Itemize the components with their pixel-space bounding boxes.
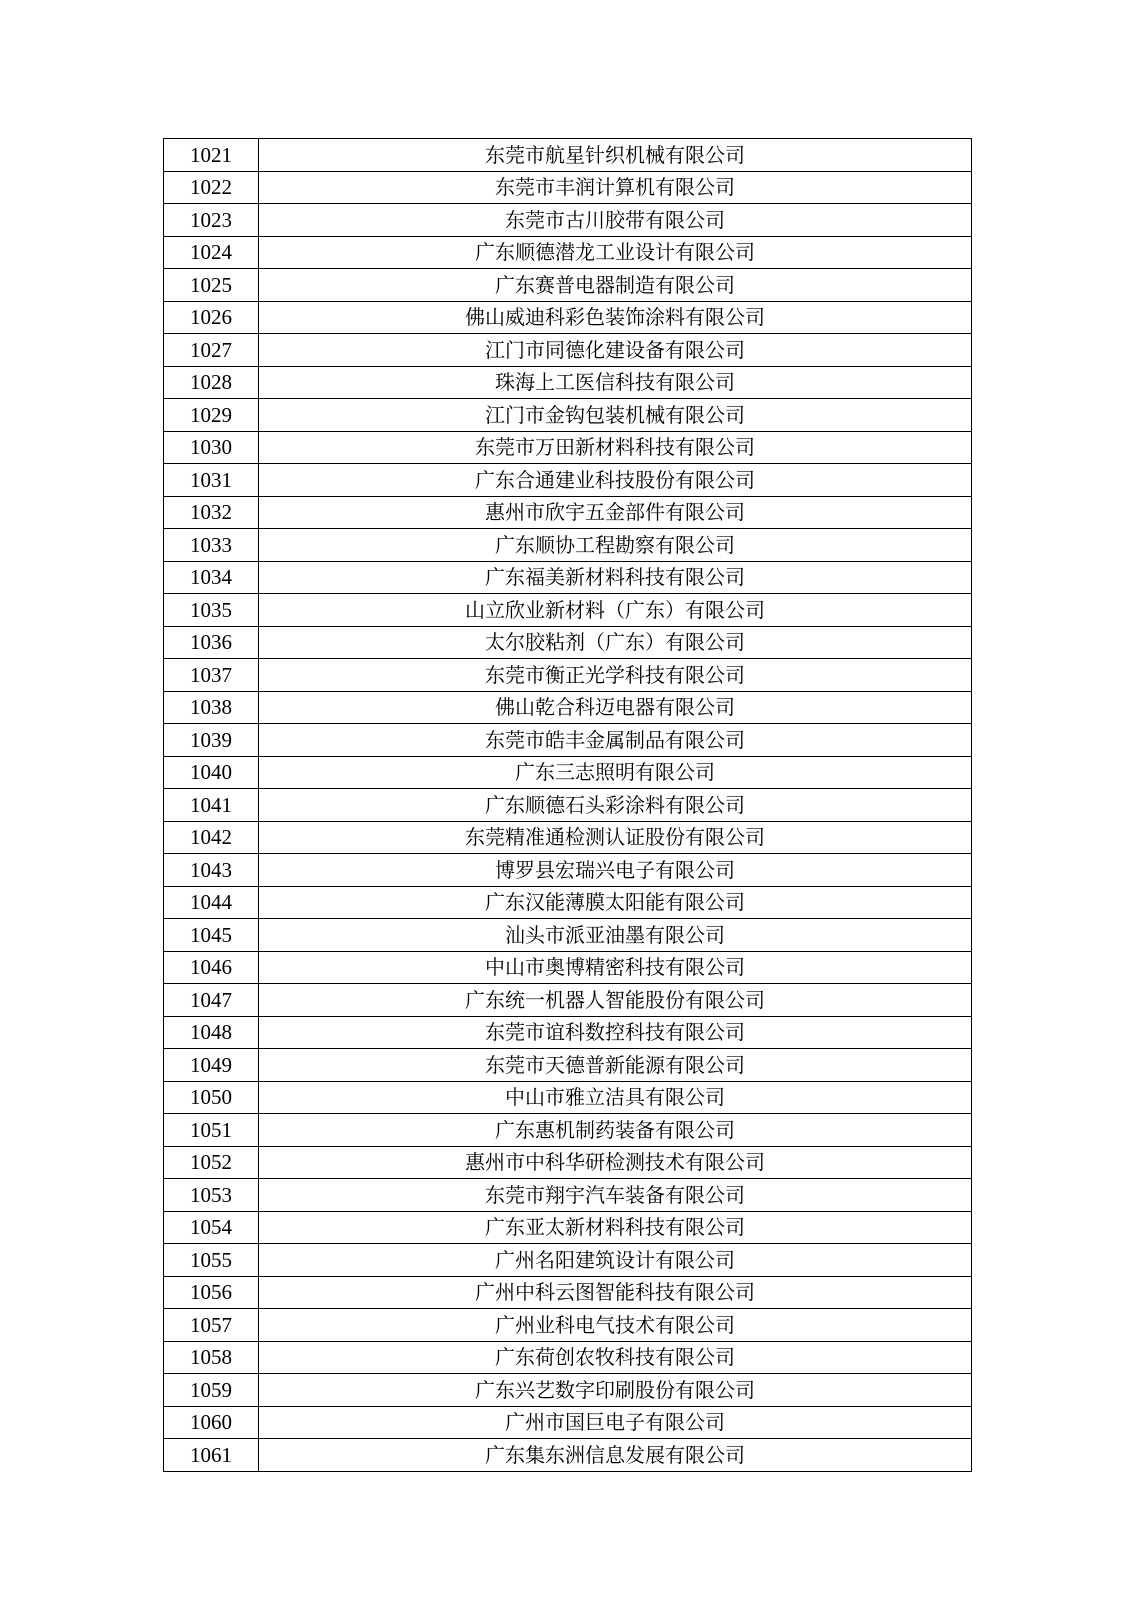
company-name-cell: 广东福美新材料科技有限公司 — [259, 561, 972, 594]
company-name-cell: 江门市同德化建设备有限公司 — [259, 334, 972, 367]
company-table-body — [164, 139, 972, 1472]
table-row — [164, 1211, 972, 1244]
row-number-cell: 1060 — [164, 1406, 259, 1439]
company-name-cell: 东莞市翔宇汽车装备有限公司 — [259, 1179, 972, 1212]
row-number-cell: 1050 — [164, 1081, 259, 1114]
row-number-cell: 1034 — [164, 561, 259, 594]
table-row — [164, 464, 972, 497]
table-row — [164, 951, 972, 984]
row-number-cell: 1053 — [164, 1179, 259, 1212]
company-name-cell: 中山市奥博精密科技有限公司 — [259, 951, 972, 984]
table-row — [164, 496, 972, 529]
company-name-cell: 广州中科云图智能科技有限公司 — [259, 1276, 972, 1309]
table-row — [164, 171, 972, 204]
table-row — [164, 269, 972, 302]
row-number-cell: 1054 — [164, 1211, 259, 1244]
row-number-cell: 1029 — [164, 399, 259, 432]
row-number-cell: 1024 — [164, 236, 259, 269]
table-row — [164, 1276, 972, 1309]
company-name-cell: 广东合通建业科技股份有限公司 — [259, 464, 972, 497]
company-name-cell: 东莞市衡正光学科技有限公司 — [259, 659, 972, 692]
row-number-cell: 1038 — [164, 691, 259, 724]
row-number-cell: 1042 — [164, 821, 259, 854]
table-row — [164, 691, 972, 724]
company-name-cell: 东莞市皓丰金属制品有限公司 — [259, 724, 972, 757]
company-name-cell: 广东统一机器人智能股份有限公司 — [259, 984, 972, 1017]
company-name-cell: 东莞市谊科数控科技有限公司 — [259, 1016, 972, 1049]
row-number-cell: 1025 — [164, 269, 259, 302]
row-number-cell: 1056 — [164, 1276, 259, 1309]
company-name-cell: 广东集东洲信息发展有限公司 — [259, 1439, 972, 1472]
table-row — [164, 301, 972, 334]
table-row — [164, 399, 972, 432]
table-row — [164, 984, 972, 1017]
table-row — [164, 431, 972, 464]
table-row — [164, 919, 972, 952]
company-name-cell: 广东汉能薄膜太阳能有限公司 — [259, 886, 972, 919]
table-row — [164, 139, 972, 172]
row-number-cell: 1059 — [164, 1374, 259, 1407]
table-row — [164, 886, 972, 919]
row-number-cell: 1061 — [164, 1439, 259, 1472]
table-row — [164, 756, 972, 789]
company-name-cell: 中山市雅立洁具有限公司 — [259, 1081, 972, 1114]
company-name-cell: 广东兴艺数字印刷股份有限公司 — [259, 1374, 972, 1407]
row-number-cell: 1044 — [164, 886, 259, 919]
table-row — [164, 334, 972, 367]
row-number-cell: 1045 — [164, 919, 259, 952]
company-name-cell: 东莞市万田新材料科技有限公司 — [259, 431, 972, 464]
row-number-cell: 1048 — [164, 1016, 259, 1049]
company-name-cell: 广东三志照明有限公司 — [259, 756, 972, 789]
row-number-cell: 1028 — [164, 366, 259, 399]
row-number-cell: 1033 — [164, 529, 259, 562]
row-number-cell: 1030 — [164, 431, 259, 464]
table-row — [164, 594, 972, 627]
company-name-cell: 佛山乾合科迈电器有限公司 — [259, 691, 972, 724]
company-name-cell: 东莞精准通检测认证股份有限公司 — [259, 821, 972, 854]
table-row — [164, 236, 972, 269]
table-row — [164, 366, 972, 399]
table-row — [164, 659, 972, 692]
company-name-cell: 广东亚太新材料科技有限公司 — [259, 1211, 972, 1244]
table-row — [164, 204, 972, 237]
row-number-cell: 1041 — [164, 789, 259, 822]
row-number-cell: 1032 — [164, 496, 259, 529]
row-number-cell: 1049 — [164, 1049, 259, 1082]
company-name-cell: 江门市金钩包装机械有限公司 — [259, 399, 972, 432]
table-row — [164, 1016, 972, 1049]
company-name-cell: 广东赛普电器制造有限公司 — [259, 269, 972, 302]
table-row — [164, 1406, 972, 1439]
row-number-cell: 1043 — [164, 854, 259, 887]
company-name-cell: 广州市国巨电子有限公司 — [259, 1406, 972, 1439]
table-row — [164, 1244, 972, 1277]
row-number-cell: 1058 — [164, 1341, 259, 1374]
row-number-cell: 1023 — [164, 204, 259, 237]
table-row — [164, 626, 972, 659]
row-number-cell: 1057 — [164, 1309, 259, 1342]
company-name-cell: 山立欣业新材料（广东）有限公司 — [259, 594, 972, 627]
row-number-cell: 1027 — [164, 334, 259, 367]
table-row — [164, 1081, 972, 1114]
row-number-cell: 1051 — [164, 1114, 259, 1147]
table-row — [164, 821, 972, 854]
row-number-cell: 1047 — [164, 984, 259, 1017]
company-name-cell: 东莞市天德普新能源有限公司 — [259, 1049, 972, 1082]
row-number-cell: 1021 — [164, 139, 259, 172]
company-name-cell: 广州业科电气技术有限公司 — [259, 1309, 972, 1342]
row-number-cell: 1022 — [164, 171, 259, 204]
table-row — [164, 1179, 972, 1212]
company-name-cell: 东莞市古川胶带有限公司 — [259, 204, 972, 237]
company-name-cell: 珠海上工医信科技有限公司 — [259, 366, 972, 399]
table-row — [164, 1114, 972, 1147]
table-row — [164, 561, 972, 594]
row-number-cell: 1031 — [164, 464, 259, 497]
row-number-cell: 1046 — [164, 951, 259, 984]
table-row — [164, 724, 972, 757]
row-number-cell: 1026 — [164, 301, 259, 334]
company-name-cell: 佛山威迪科彩色装饰涂料有限公司 — [259, 301, 972, 334]
company-name-cell: 汕头市派亚油墨有限公司 — [259, 919, 972, 952]
company-name-cell: 东莞市航星针织机械有限公司 — [259, 139, 972, 172]
row-number-cell: 1036 — [164, 626, 259, 659]
table-row — [164, 789, 972, 822]
company-name-cell: 东莞市丰润计算机有限公司 — [259, 171, 972, 204]
table-row — [164, 1309, 972, 1342]
row-number-cell: 1052 — [164, 1146, 259, 1179]
company-table — [163, 138, 972, 1472]
table-row — [164, 1374, 972, 1407]
company-name-cell: 广东顺协工程勘察有限公司 — [259, 529, 972, 562]
row-number-cell: 1037 — [164, 659, 259, 692]
company-name-cell: 广东顺德石头彩涂料有限公司 — [259, 789, 972, 822]
company-name-cell: 博罗县宏瑞兴电子有限公司 — [259, 854, 972, 887]
table-row — [164, 1049, 972, 1082]
company-name-cell: 太尔胶粘剂（广东）有限公司 — [259, 626, 972, 659]
company-name-cell: 广州名阳建筑设计有限公司 — [259, 1244, 972, 1277]
table-row — [164, 1146, 972, 1179]
table-row — [164, 1439, 972, 1472]
row-number-cell: 1039 — [164, 724, 259, 757]
company-name-cell: 惠州市中科华研检测技术有限公司 — [259, 1146, 972, 1179]
table-row — [164, 1341, 972, 1374]
company-name-cell: 广东惠机制药装备有限公司 — [259, 1114, 972, 1147]
row-number-cell: 1035 — [164, 594, 259, 627]
company-name-cell: 广东荷创农牧科技有限公司 — [259, 1341, 972, 1374]
table-row — [164, 529, 972, 562]
company-name-cell: 惠州市欣宇五金部件有限公司 — [259, 496, 972, 529]
table-row — [164, 854, 972, 887]
row-number-cell: 1040 — [164, 756, 259, 789]
row-number-cell: 1055 — [164, 1244, 259, 1277]
company-name-cell: 广东顺德潜龙工业设计有限公司 — [259, 236, 972, 269]
